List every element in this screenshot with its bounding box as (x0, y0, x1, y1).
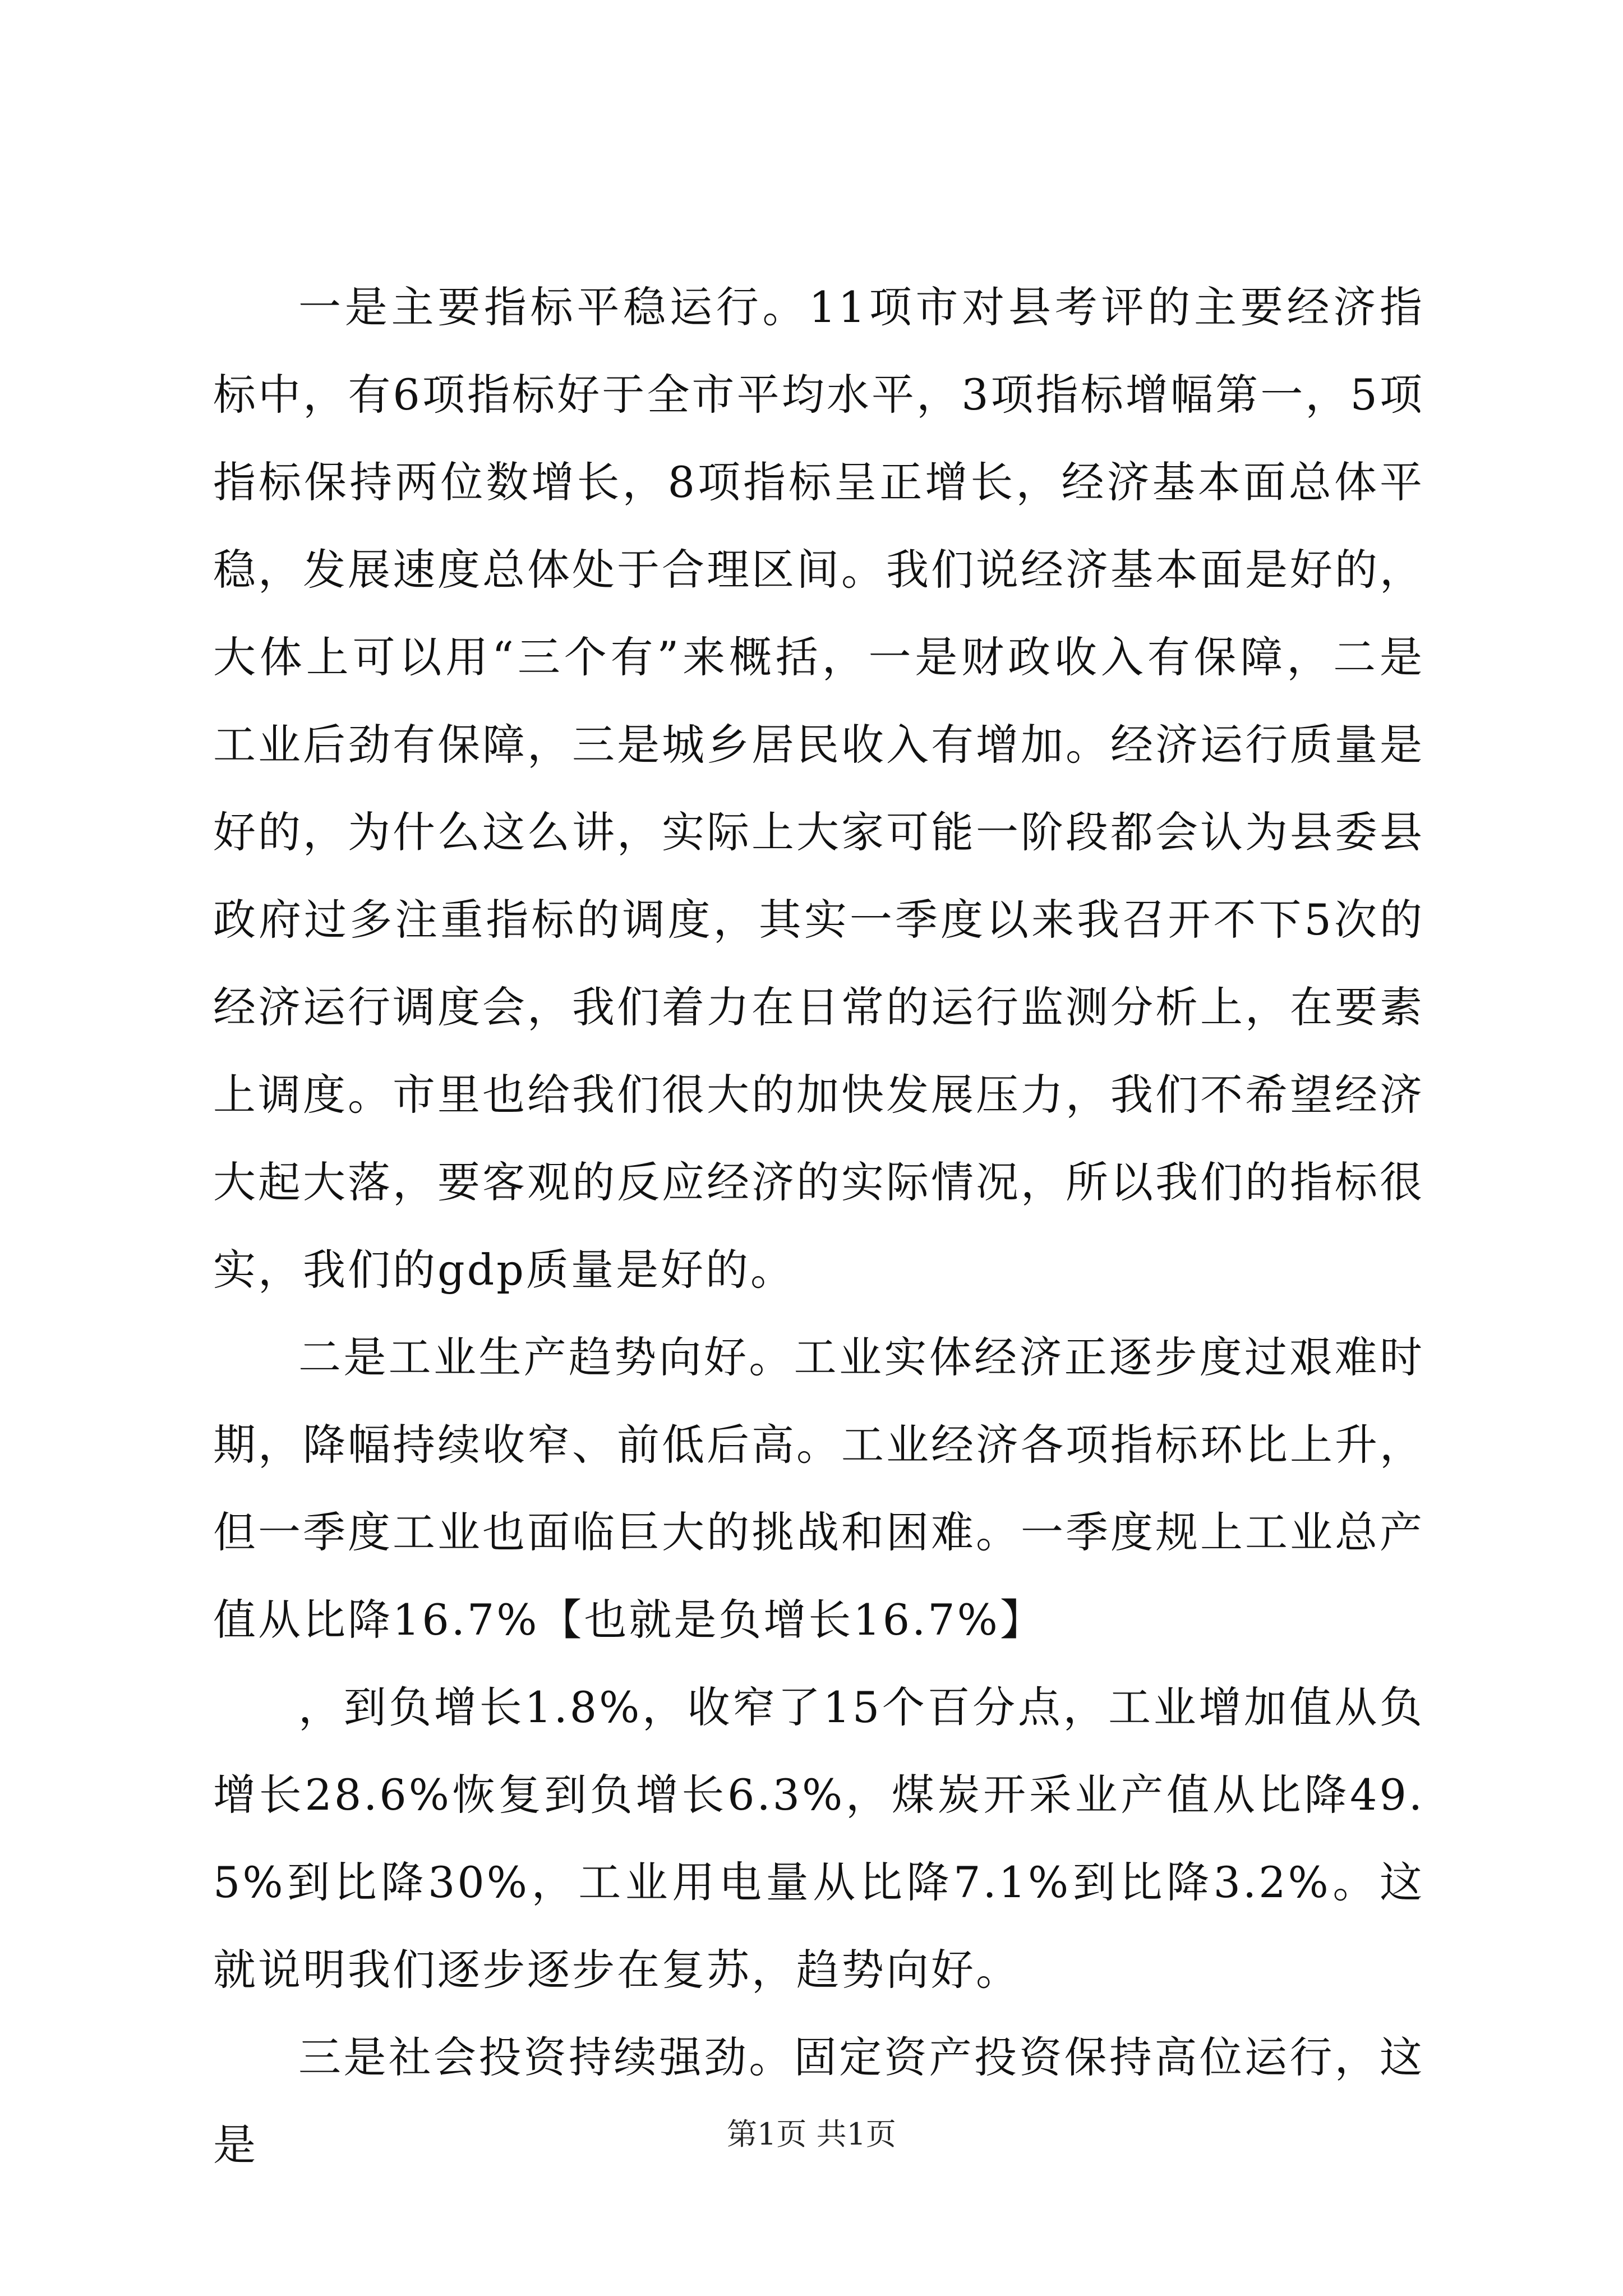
page-number-label: 第1页 共1页 (727, 2116, 896, 2152)
paragraph-social-investment: 三是社会投资持续强劲。固定资产投资保持高位运行，这是 (213, 2032, 1424, 2170)
document-body (213, 264, 1424, 2189)
page-footer (0, 2115, 1623, 2154)
paragraph-main-indicators: 一是主要指标平稳运行。11项市对县考评的主要经济指标中，有6项指标好于全市平均水平，3项指标增幅第一，5项指标保持两位数增长，8项指标呈正增长，经济基本面总体平稳，发展速度总体处于合理区间。我们说经济基本面是好的，大体上可以用“三个有”来概括，一是财政收入有保障，二是工业后劲有保障，三是城乡居民收入有增加。经济运行质量是好的，为什么这么讲，实际上大家可能一阶段都会认为县委县政府过多注重指标的调度，其实一季度以来我召开不下5次的经济运行调度会，我们着力在日常的运行监测分析上，在要素上调度。市里也给我们很大的加快发展压力，我们不希望经济大起大落，要客观的反应经济的实际情况，所以我们的指标很实，我们的gdp质量是好的。 (213, 282, 1424, 1295)
paragraph-industrial-recovery: ，到负增长1.8%，收窄了15个百分点，工业增加值从负增长28.6%恢复到负增长6.3%，煤炭开采业产值从比降49.5%到比降30%，工业用电量从比降7.1%到比降3.2%。这就说明我们逐步逐步在复苏，趋势向好。 (213, 1682, 1424, 1995)
paragraph-industrial-production: 二是工业生产趋势向好。工业实体经济正逐步度过艰难时期，降幅持续收窄、前低后高。工业经济各项指标环比上升，但一季度工业也面临巨大的挑战和困难。一季度规上工业总产值从比降16.7%【也就是负增长16.7%】 (213, 1332, 1424, 1645)
